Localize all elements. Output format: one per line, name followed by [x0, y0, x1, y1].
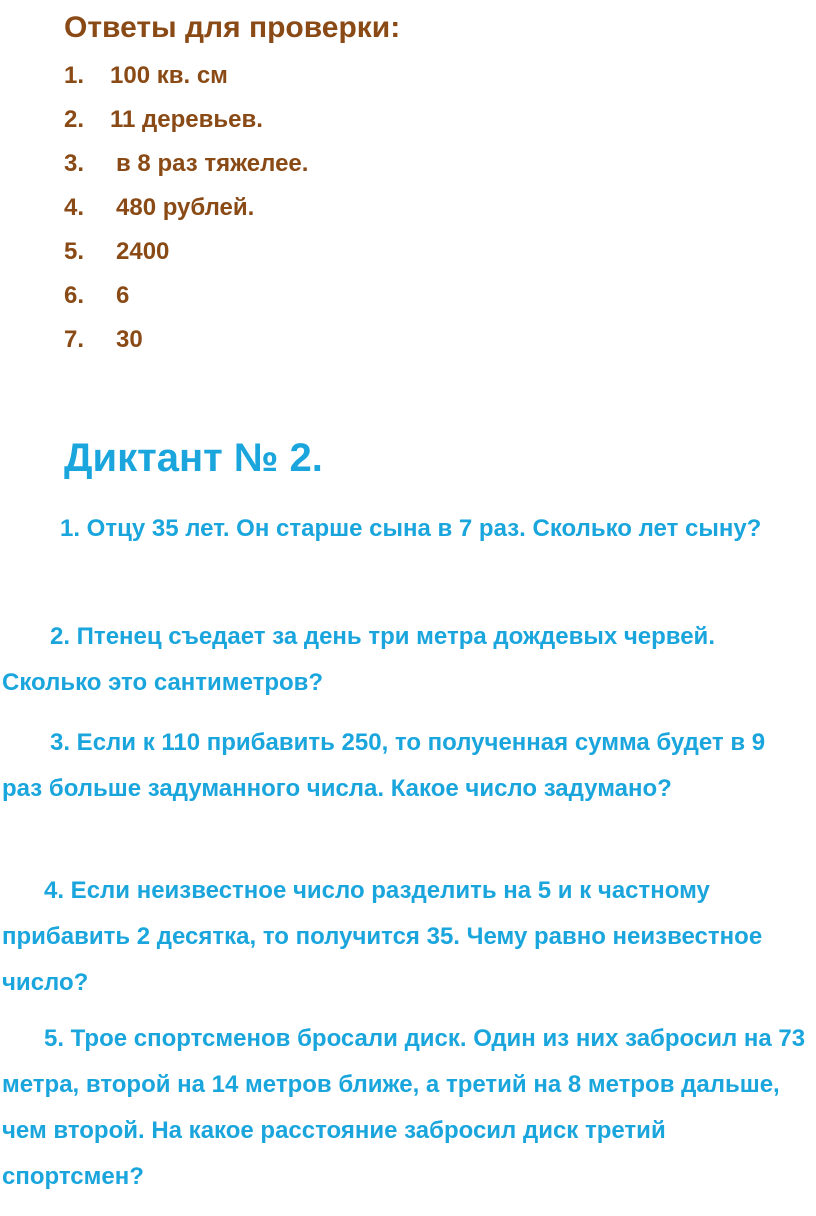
answer-text: 11 деревьев. [110, 106, 263, 133]
answer-number: 5. [64, 238, 85, 265]
answer-item [64, 142, 308, 186]
dictation-task-2: 2. Птенец съедает за день три метра дождевых червей. Сколько это сантиметров? [2, 623, 715, 696]
answer-item [64, 230, 308, 274]
answer-item [64, 318, 308, 362]
dictation-task-3: 3. Если к 110 прибавить 250, то полученная сумма будет в 9 раз больше задуманного числа. Какое число задумано? [2, 729, 766, 802]
answer-number: 1. [64, 62, 85, 89]
answers-title: Ответы для проверки: [64, 11, 401, 44]
answer-item [64, 54, 308, 98]
dictation-title: Диктант № 2. [64, 436, 323, 480]
answer-number: 3. [64, 150, 85, 177]
answer-item [64, 274, 308, 318]
answer-text: 2400 [116, 238, 170, 265]
dictation-task-1: 1. Отцу 35 лет. Он старше сына в 7 раз. Сколько лет сыну? [60, 515, 762, 542]
answer-number: 4. [64, 194, 85, 221]
answer-text: в 8 раз тяжелее. [116, 150, 309, 177]
dictation-task-4: 4. Если неизвестное число разделить на 5 и к частному прибавить 2 десятка, то получится 35. Чему равно неизвестное число? [2, 877, 763, 996]
answer-number: 7. [64, 326, 85, 353]
answer-text: 480 рублей. [116, 194, 255, 221]
answer-item [64, 98, 308, 142]
answer-number: 6. [64, 282, 85, 309]
answer-item [64, 186, 308, 230]
dictation-task-5: 5. Трое спортсменов бросали диск. Один из них забросил на 73 метра, второй на 14 метров ближе, а третий на 8 метров дальше, чем второй. На какое расстояние забросил диск третий спортсмен? [2, 1025, 806, 1190]
answer-text: 100 кв. см [110, 62, 228, 89]
answers-list [64, 54, 308, 362]
answer-text: 30 [116, 326, 143, 353]
answer-text: 6 [116, 282, 130, 309]
answer-number: 2. [64, 106, 85, 133]
